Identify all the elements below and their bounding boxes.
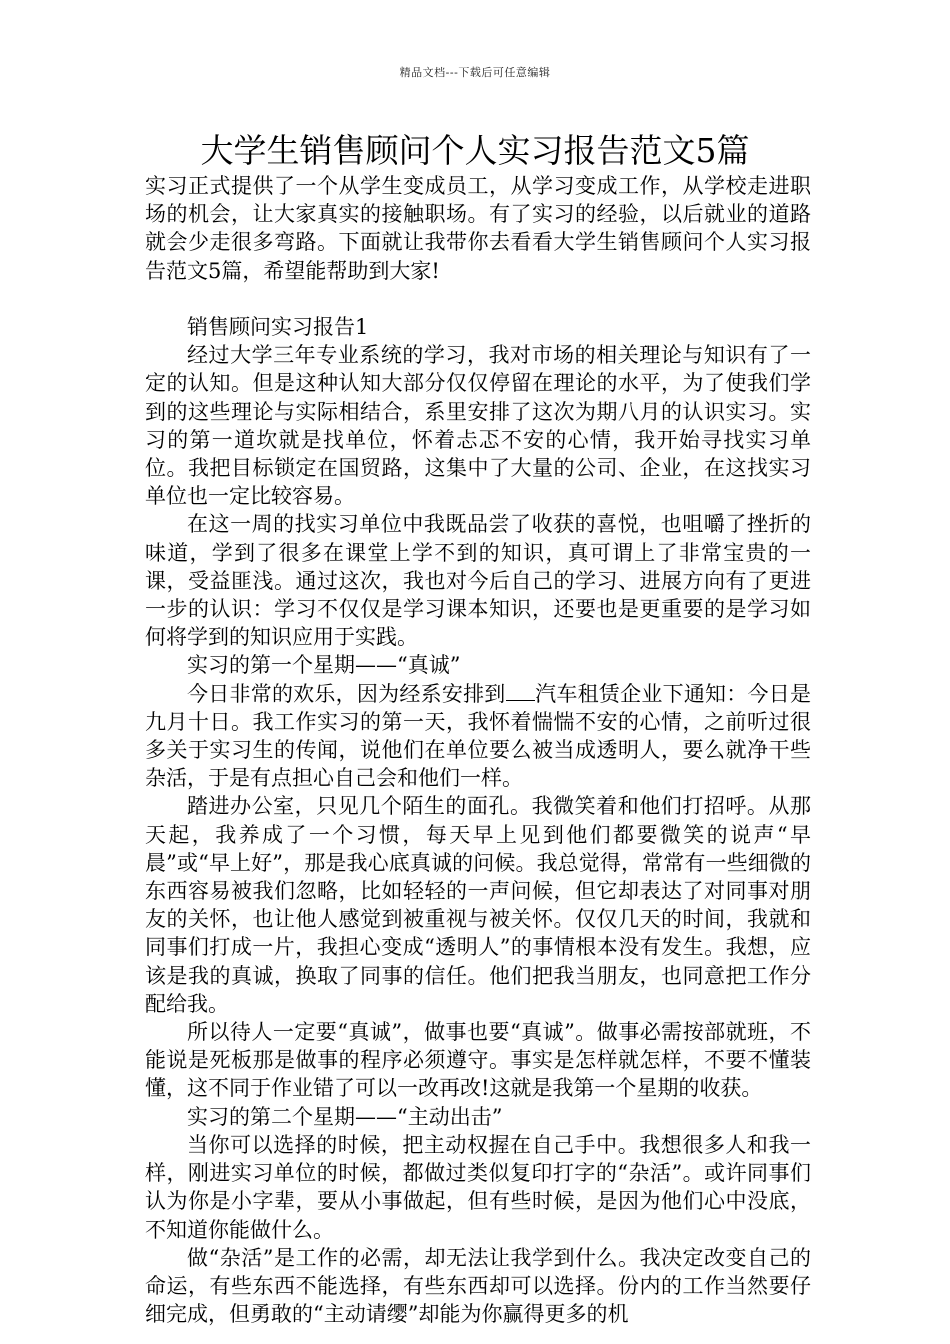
document-title: 大学生销售顾问个人实习报告范文5篇 — [200, 131, 750, 170]
paragraph-4: 踏进办公室，只见几个陌生的面孔。我微笑着和他们打招呼。从那天起，我养成了一个习惯，每天早上见到他们都要微笑的说声“早晨”或“早上好”，那是我心底真诚的问候。我总觉得，常常有一些细微的东西容易被我们忽略，比如轻轻的一声问候，但它却表达了对同事对朋友的关怀，也让他人感觉到被重视与被关怀。仅仅几天的时间，我就和同事们打成一片，我担心变成“透明人”的事情根本没有发生。我想，应该是我的真诚，换取了同事的信任。他们把我当朋友，也同意把工作分配给我。 — [145, 794, 811, 1016]
paragraph-2: 在这一周的找实习单位中我既品尝了收获的喜悦，也咀嚼了挫折的味道，学到了很多在课堂上学不到的知识，真可谓上了非常宝贵的一课，受益匪浅。通过这次，我也对今后自己的学习、进展方向有了更进一步的认识：学习不仅仅是学习课本知识，还要也是更重要的是学习如何将学到的知识应用于实践。 — [145, 512, 811, 650]
week-2-heading: 实习的第二个星期——“主动出击” — [187, 1104, 503, 1129]
paragraph-5: 所以待人一定要“真诚”，做事也要“真诚”。做事必需按部就班，不能说是死板那是做事的程序必须遵守。事实是怎样就怎样，不要不懂装懂，这不同于作业错了可以一改再改!这就是我第一个星期的收获。 — [145, 1020, 811, 1101]
paragraph-3-start: 今日非常的欢乐，因为经系安排到 — [187, 681, 506, 706]
paragraph-6: 当你可以选择的时候，把主动权握在自己手中。我想很多人和我一样，刚进实习单位的时候，都做过类似复印打字的“杂活”。或许同事们认为你是小字辈，要从小事做起，但有些时候，是因为他们心中没底，不知道你能做什么。 — [145, 1132, 811, 1242]
paragraph-spacer — [145, 285, 811, 313]
paragraph-1: 经过大学三年专业系统的学习，我对市场的相关理论与知识有了一定的认知。但是这种认知大部分仅仅停留在理论的水平，为了使我们学到的这些理论与实际相结合，系里安排了这次为期八月的认识实习。实习的第一道坎就是找单位，怀着忐忑不安的心情，我开始寻找实习单位。我把目标锁定在国贸路，这集中了大量的公司、企业，在这找实习单位也一定比较容易。 — [145, 343, 811, 509]
report-1-heading: 销售顾问实习报告1 — [187, 315, 369, 339]
paragraph-3-end: 汽车租赁企业下通知：今日是九月十日。我工作实习的第一天，我怀着惴惴不安的心情，之前听过很多关于实习生的传闻，说他们在单位要么被当成透明人，要么就净干些杂活，于是有点担心自己会和他们一样。 — [145, 681, 812, 791]
week-1-heading: 实习的第一个星期——“真诚” — [187, 653, 461, 678]
fill-in-blank — [506, 681, 535, 701]
paragraph-7: 做“杂活”是工作的必需，却无法让我学到什么。我决定改变自己的命运，有些东西不能选择，有些东西却可以选择。份内的工作当然要仔细完成，但勇敢的“主动请缨”却能为你赢得更多的机 — [145, 1245, 811, 1327]
document-body — [145, 172, 811, 1328]
intro-paragraph: 实习正式提供了一个从学生变成员工，从学习变成工作，从学校走进职场的机会，让大家真实的接触职场。有了实习的经验，以后就业的道路就会少走很多弯路。下面就让我带你去看看大学生销售顾问个人实习报告范文5篇，希望能帮助到大家! — [145, 174, 811, 283]
paragraph-3 — [145, 680, 811, 793]
page-header: 精品文档---下载后可任意编辑 — [399, 66, 551, 79]
